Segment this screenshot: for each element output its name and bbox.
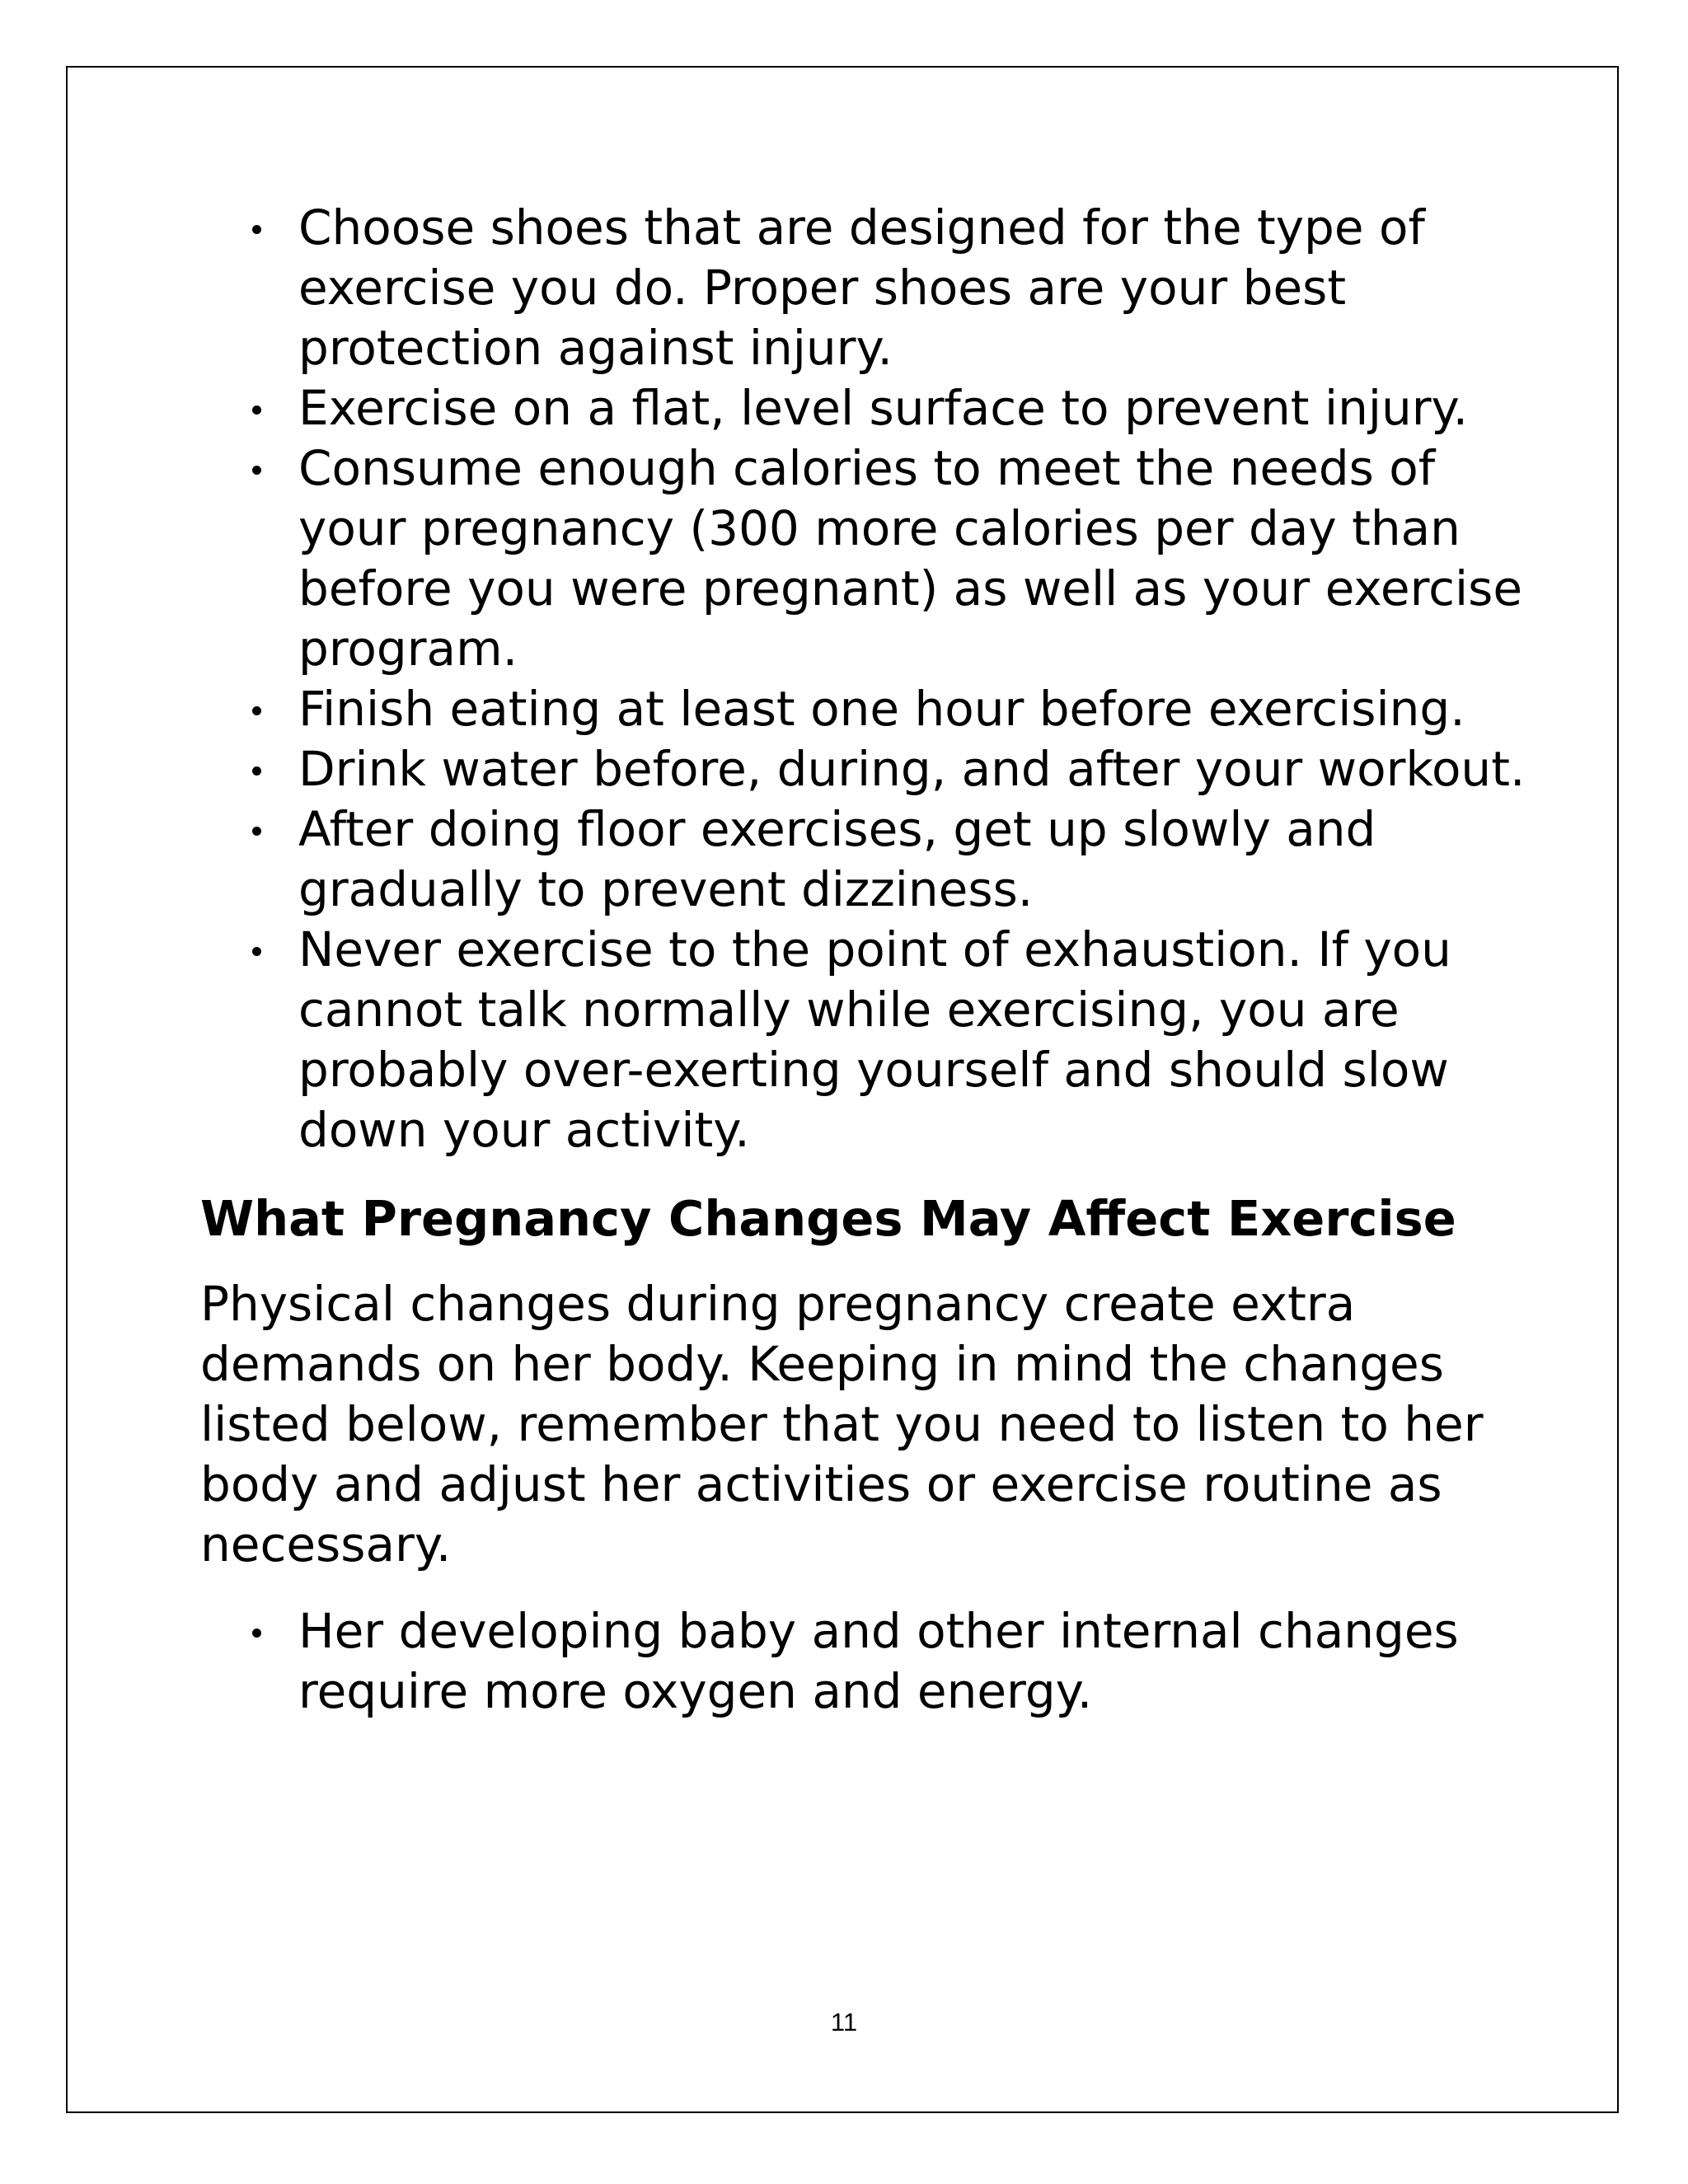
tips-list <box>200 198 1552 1160</box>
bullet-icon <box>252 706 261 715</box>
list-item <box>200 679 1552 739</box>
page-number: 11 <box>830 2008 858 2036</box>
list-item <box>200 198 1552 378</box>
changes-list <box>200 1601 1552 1722</box>
list-item <box>200 799 1552 920</box>
list-item <box>200 739 1552 799</box>
list-item-text: Drink water before, during, and after your workout. <box>298 741 1526 797</box>
bullet-icon <box>252 1629 261 1638</box>
list-item-text: After doing floor exercises, get up slowly and gradually to prevent dizziness. <box>298 801 1376 917</box>
list-item <box>200 1601 1552 1722</box>
list-item <box>200 378 1552 438</box>
section-paragraph: Physical changes during pregnancy create extra demands on her body. Keeping in mind the changes listed below, remember that you need to listen to her body and adjust her activities or exercise routine as necessary. <box>200 1276 1484 1572</box>
list-item-text: Consume enough calories to meet the needs of your pregnancy (300 more calories per day than before you were pregnant) as well as your exercise program. <box>298 440 1523 677</box>
bullet-icon <box>252 466 261 475</box>
list-item <box>200 920 1552 1160</box>
list-item-text: Finish eating at least one hour before exercising. <box>298 681 1465 737</box>
bullet-icon <box>252 827 261 836</box>
list-item-text: Choose shoes that are designed for the type of exercise you do. Proper shoes are your best protection against injury. <box>298 199 1425 376</box>
section-heading: What Pregnancy Changes May Affect Exercise <box>200 1190 1456 1247</box>
page-content <box>200 198 1552 1722</box>
list-item-text: Never exercise to the point of exhaustion. If you cannot talk normally while exercising, you are probably over-exerting yourself and should slow down your activity. <box>298 921 1451 1158</box>
bullet-icon <box>252 405 261 415</box>
bullet-icon <box>252 947 261 956</box>
bullet-icon <box>252 766 261 776</box>
list-item-text: Her developing baby and other internal changes require more oxygen and energy. <box>298 1603 1459 1719</box>
list-item-text: Exercise on a flat, level surface to prevent injury. <box>298 380 1469 436</box>
list-item <box>200 438 1552 679</box>
bullet-icon <box>252 225 261 234</box>
